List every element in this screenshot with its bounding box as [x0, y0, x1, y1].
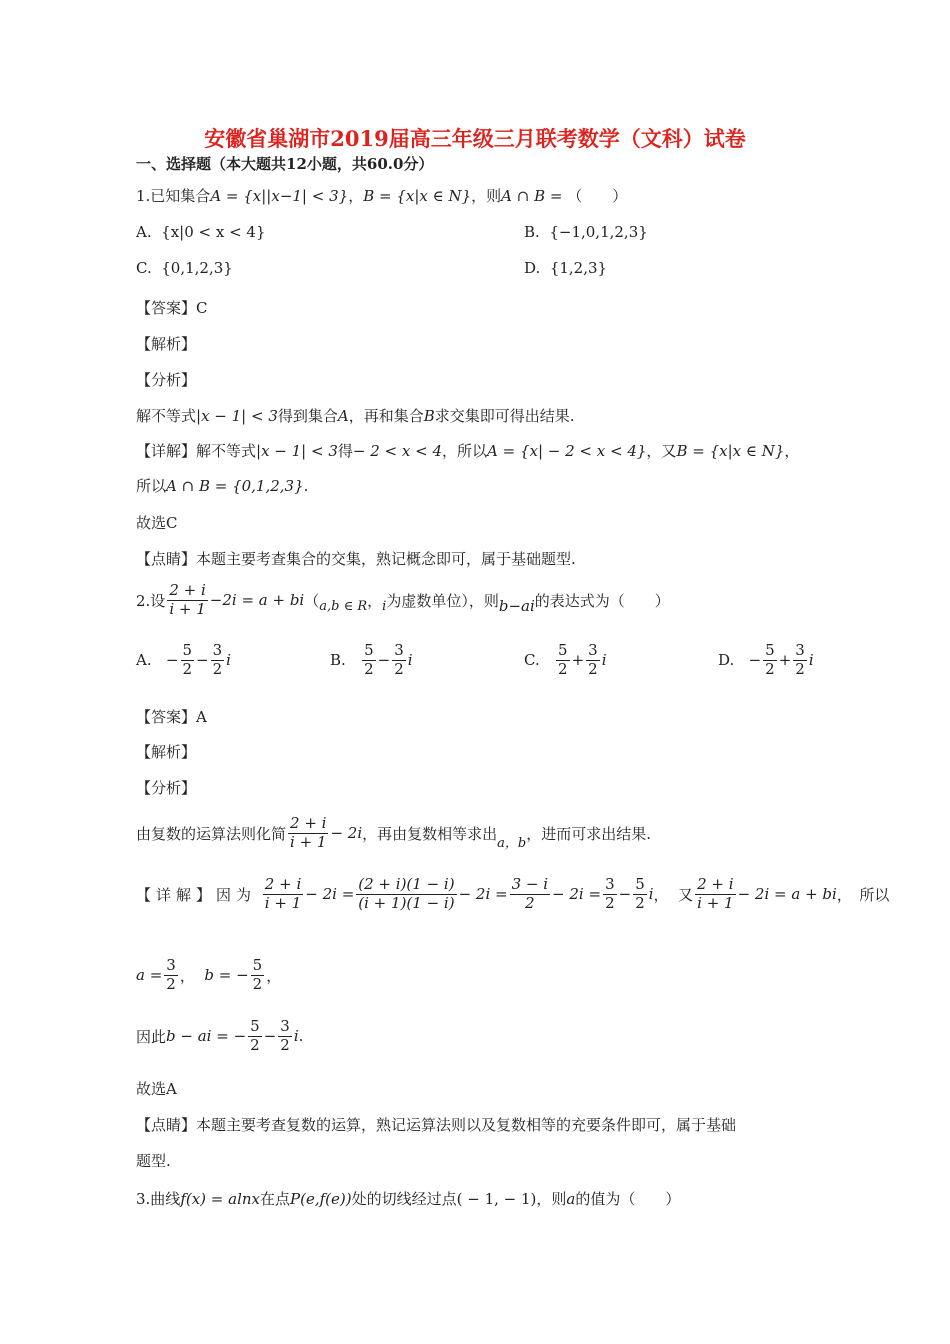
q1-comma: ，: [348, 187, 364, 205]
q2-detail-sign: −: [618, 885, 632, 903]
q2-frac-num: 2 + i: [264, 875, 302, 894]
q2-frac-num: 5: [182, 641, 193, 660]
q2-option-a: [136, 638, 231, 682]
q1-option-b-label: B.: [524, 223, 540, 241]
q2-option-frac: [392, 642, 406, 678]
q2-option-sign: −: [165, 651, 179, 669]
q2-detail-frac: [356, 876, 456, 912]
q2-option-frac: [763, 642, 777, 678]
q3-at: 在点: [260, 1190, 291, 1208]
q1-option-d-label: D.: [524, 259, 541, 277]
q1-option-b-text: {−1,0,1,2,3}: [549, 223, 648, 241]
q2-detail-frac: [603, 876, 617, 912]
q2-a-eq: a =: [136, 966, 163, 984]
q3-tail: 的值为（ ）: [575, 1190, 681, 1208]
q1-analysis-math: A: [337, 407, 349, 425]
q1-detail-math: B = {x|x ∈ N}: [676, 442, 785, 460]
q2-condition-text: 为虚数单位），则: [386, 591, 499, 610]
q2-frac-den: i + 1: [264, 893, 302, 912]
q3-function: f(x) = alnx: [180, 1190, 260, 1208]
q2-option-d-label: D.: [718, 651, 735, 669]
q2-fenxi-heading: 【分析】: [136, 779, 197, 797]
q2-sep: ，: [179, 966, 195, 985]
q1-option-c: [136, 259, 233, 277]
q2-option-frac: [556, 642, 570, 678]
q2-answer: 【答案】A: [136, 708, 207, 726]
q1-option-a-text: {x|0 < x < 4}: [161, 223, 266, 241]
q2-frac-den: i + 1: [697, 893, 734, 912]
q2-frac-num: 3: [795, 641, 805, 660]
q2-period: .: [298, 1027, 304, 1045]
q2-frac-num: 3: [605, 875, 615, 894]
q2-analysis-part: ，进而可求出结果.: [526, 824, 652, 843]
q2-option-i: i: [226, 651, 231, 669]
q1-detail-part: .: [303, 477, 309, 495]
q2-detail-frac: [263, 876, 303, 912]
q2-jiexi-heading: 【解析】: [136, 743, 197, 761]
q2-option-sign: +: [778, 651, 792, 669]
q2-detail-eq: − 2i =: [552, 885, 602, 903]
q1-jiexi-heading: 【解析】: [136, 335, 197, 353]
q1-option-b: [524, 223, 648, 241]
q1-detail-math: − 2 < x < 4: [352, 442, 442, 460]
q2-detail-eq: − 2i =: [305, 885, 355, 903]
q2-frac-den: 2: [558, 659, 568, 678]
q1-analysis-math: B: [423, 407, 435, 425]
q2-frac-den: 2: [252, 974, 263, 993]
q2-frac-den: 2: [635, 893, 645, 912]
q2-detail-line2: [136, 950, 281, 1000]
q2-hence: 因此: [136, 1027, 167, 1046]
q2-detail-frac: [251, 957, 265, 993]
q2-frac-num: 5: [765, 641, 775, 660]
q2-analysis-part: 由复数的运算法则化简: [136, 824, 287, 843]
q2-analysis-frac: [288, 815, 328, 851]
q2-frac-num: 3: [588, 641, 598, 660]
q1-answer: 【答案】C: [136, 299, 208, 317]
q2-frac-num: 5: [558, 641, 568, 660]
section-heading: 一、选择题（本大题共12小题，共60.0分）: [136, 155, 434, 173]
q1-analysis-part: 解不等式: [136, 407, 197, 425]
q1-analysis-part: 求交集即可得出结果.: [434, 407, 575, 425]
q2-frac-den: 2: [280, 1035, 290, 1054]
q2-analysis-part: ，再由复数相等求出: [362, 824, 498, 843]
q2-frac-den: 2: [588, 659, 598, 678]
q1-detail-line2: [136, 475, 308, 496]
q2-detail-frac: [278, 1018, 292, 1054]
q2-frac-num: 5: [635, 875, 645, 894]
q2-comment-line1: 【点睛】本题主要考查复数的运算，熟记运算法则以及复数相等的充要条件即可，属于基础: [136, 1116, 737, 1134]
q2-frac-den: 2: [765, 659, 775, 678]
question-2-stem: [136, 578, 670, 622]
q1-detail-part: ，: [784, 442, 800, 460]
q2-detail-frac: [510, 876, 550, 912]
q3-prefix: 3.曲线: [136, 1190, 181, 1208]
q2-detail-you: 又: [678, 885, 694, 904]
q1-ask: A ∩ B =: [501, 187, 563, 205]
q2-option-frac: [181, 642, 195, 678]
q1-then: ，则: [471, 187, 502, 205]
q2-option-sign: −: [196, 651, 209, 669]
q2-detail-suoyi: ， 所以: [836, 885, 890, 904]
q2-frac-num: 5: [364, 641, 374, 660]
q2-frac-den: 2: [394, 659, 404, 678]
q1-option-a-label: A.: [136, 223, 152, 241]
q2-choose: 故选A: [136, 1080, 177, 1098]
q1-blank: （ ）: [567, 187, 628, 205]
question-3-stem: [136, 1188, 680, 1209]
q1-detail-math: A = {x| − 2 < x < 4}: [487, 442, 647, 460]
q2-comma: ，: [367, 591, 383, 610]
q2-detail-i: i: [293, 1027, 299, 1045]
q2-option-frac: [586, 642, 600, 678]
q1-option-a: [136, 223, 266, 241]
q2-frac-den: 2: [182, 659, 193, 678]
q2-frac-num: 2 + i: [697, 875, 734, 894]
q1-analysis: [136, 405, 575, 426]
q2-analysis-ab: a，b: [497, 835, 527, 851]
q2-comment-line2: 题型.: [136, 1152, 171, 1170]
q2-frac-den: 2: [364, 659, 374, 678]
q3-a-symbol: a: [566, 1190, 576, 1208]
q1-choose: 故选C: [136, 514, 178, 532]
q2-option-sign: +: [571, 651, 585, 669]
q2-i-symbol: i: [382, 598, 387, 614]
q3-then: ，则: [536, 1190, 567, 1208]
q1-detail-part: ，所以: [442, 442, 488, 460]
q1-analysis-math: |x − 1| < 3: [196, 407, 278, 425]
q2-detail-sign: −: [263, 1027, 277, 1045]
q1-fenxi-heading: 【分析】: [136, 371, 197, 389]
q2-detail-frac: [633, 876, 647, 912]
q2-equation: −2i = a + bi: [209, 591, 305, 609]
q2-frac-num: 2 + i: [169, 581, 206, 600]
q2-detail-frac: [164, 957, 178, 993]
q2-analysis-math: − 2i: [330, 824, 363, 842]
q2-detail-line3: [136, 1012, 303, 1060]
q2-frac-den: 2: [166, 974, 176, 993]
q2-detail-frac: [248, 1018, 262, 1054]
q3-point2: ( − 1, − 1): [456, 1190, 537, 1208]
q2-detail-label: 【详解】因为: [136, 885, 257, 904]
page-title: 安徽省巢湖市2019届高三年级三月联考数学（文科）试卷: [204, 126, 746, 151]
q2-frac-den: 2: [605, 893, 615, 912]
q2-hence-math: b − ai = −: [166, 1027, 247, 1045]
q2-frac-num: 3 − i: [511, 875, 549, 894]
q2-detail-eq: − 2i = a + bi: [737, 885, 837, 903]
q2-frac-num: (2 + i)(1 − i): [358, 875, 455, 894]
q2-option-sign: −: [377, 651, 391, 669]
q2-frac-den: i + 1: [169, 599, 206, 618]
q2-detail-line1: [136, 868, 889, 920]
q1-comment: 【点睛】本题主要考查集合的交集，熟记概念即可，属于基础题型.: [136, 550, 576, 568]
q1-option-c-label: C.: [136, 259, 152, 277]
q2-frac-den: 2: [212, 659, 223, 678]
q2-sep: ，: [266, 966, 282, 985]
q1-prefix: 1.已知集合: [136, 187, 211, 205]
q2-option-i: i: [407, 651, 413, 669]
q2-option-frac: [211, 642, 225, 678]
q2-fraction: [167, 582, 207, 618]
q2-option-i: i: [808, 651, 814, 669]
q2-option-c-label: C.: [524, 651, 540, 669]
q2-tail: 的表达式为（ ）: [534, 591, 670, 610]
q2-option-a-label: A.: [136, 651, 152, 669]
q1-detail-line1: [136, 440, 799, 461]
q1-option-d-text: {1,2,3}: [549, 259, 608, 277]
q2-frac-num: 3: [394, 641, 404, 660]
q2-detail-comma: ，: [653, 885, 669, 904]
q2-option-b: [330, 638, 413, 682]
q1-detail-math: A ∩ B = {0,1,2,3}: [166, 477, 304, 495]
q2-frac-den: 2: [525, 893, 535, 912]
q2-option-frac: [362, 642, 376, 678]
q2-paren: （: [304, 591, 320, 610]
q2-frac-den: (i + 1)(1 − i): [358, 893, 455, 912]
q1-detail-math: |x − 1| < 3: [256, 442, 338, 460]
q2-frac-num: 5: [252, 956, 263, 975]
q2-option-i: i: [601, 651, 607, 669]
q2-option-c: [524, 638, 607, 682]
q2-frac-num: 2 + i: [290, 814, 327, 833]
q3-tangent: 处的切线经过点: [351, 1190, 457, 1208]
q2-prefix: 2.设: [136, 591, 166, 610]
q2-frac-num: 5: [250, 1017, 260, 1036]
q1-option-c-text: {0,1,2,3}: [161, 259, 233, 277]
q1-detail-part: 所以: [136, 477, 167, 495]
q1-detail-part: 【详解】解不等式: [136, 442, 257, 460]
q2-detail-frac: [695, 876, 735, 912]
q2-analysis: [136, 810, 651, 856]
q2-frac-num: 3: [212, 641, 223, 660]
q2-expression: b−ai: [498, 597, 535, 615]
q2-condition: a,b ∈ R: [319, 598, 368, 614]
q1-set-b: B = {x|x ∈ N}: [363, 187, 472, 205]
q1-detail-part: ，又: [646, 442, 677, 460]
q2-detail-i: i: [648, 885, 654, 903]
q2-option-b-label: B.: [330, 651, 346, 669]
q1-analysis-part: 得到集合: [277, 407, 338, 425]
q1-analysis-part: ，再和集合: [348, 407, 424, 425]
question-1-stem: [136, 185, 627, 206]
q2-frac-den: 2: [795, 659, 805, 678]
q1-set-a: A = {x||x−1| < 3}: [210, 187, 349, 205]
q1-option-d: [524, 259, 607, 277]
q2-frac-den: i + 1: [290, 832, 327, 851]
q2-frac-num: 3: [280, 1017, 290, 1036]
q3-point: P(e,f(e)): [290, 1190, 352, 1208]
q2-frac-den: 2: [250, 1035, 260, 1054]
q2-option-frac: [793, 642, 807, 678]
q2-b-eq: b = −: [204, 966, 249, 984]
q2-frac-num: 3: [166, 956, 176, 975]
q2-detail-eq: − 2i =: [458, 885, 508, 903]
q2-option-sign: −: [748, 651, 762, 669]
q1-detail-part: 得: [337, 442, 353, 460]
q2-option-d: [718, 638, 814, 682]
